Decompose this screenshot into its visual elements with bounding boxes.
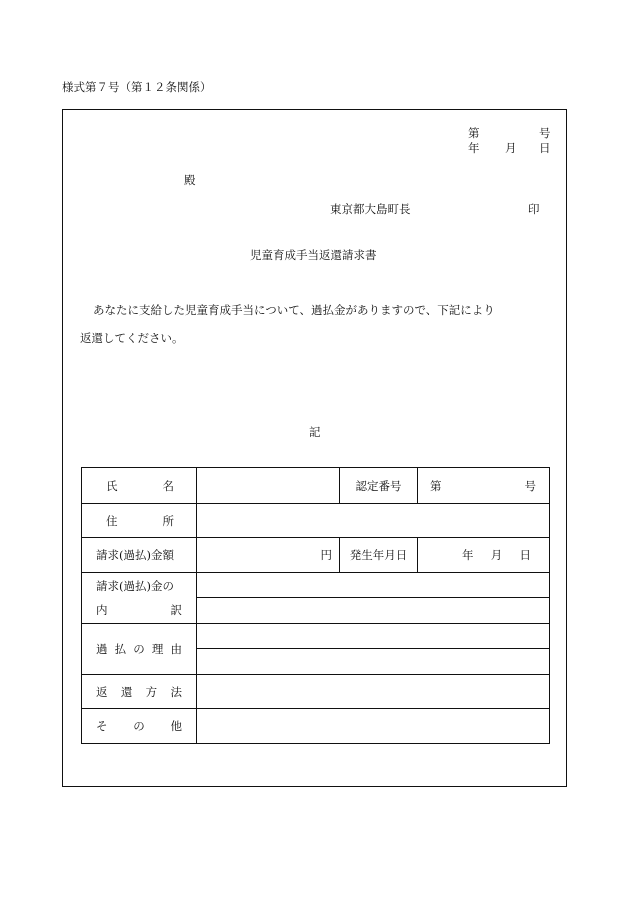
yen-unit: 円 [320,548,332,562]
address-field[interactable] [197,504,550,538]
breakdown-field-2[interactable] [197,598,550,624]
claim-amount-label-cell [82,538,197,573]
ki-heading: 記 [309,425,321,439]
reason-char: 払 [114,642,127,656]
reason-char: 過 [96,642,108,656]
breakdown-field-1[interactable] [197,573,550,598]
cert-no-suffix: 号 [524,478,536,493]
name-label-cell [82,468,197,504]
other-char: 他 [170,719,182,733]
reason-char: 理 [151,642,164,656]
other-field[interactable] [197,709,550,744]
date-year: 年 [468,141,480,155]
claim-amount-field[interactable] [197,538,340,573]
occurrence-date-field[interactable] [418,538,550,573]
issuer: 東京都大島町長 [330,202,411,216]
breakdown-label-line-1: 請求(過払)金の [96,579,174,593]
reason-char: 由 [170,642,182,656]
table-row [82,709,550,744]
date-day: 日 [539,141,551,155]
table-row [82,538,550,573]
address-label-2: 所 [162,513,174,528]
occurrence-label: 発生年月日 [340,538,418,573]
claim-table [81,467,550,744]
body-line-1: あなたに支給した児童育成手当について、過払金がありますので、下記により [93,303,495,317]
addressee-suffix: 殿 [184,173,196,187]
method-char: 返 [96,684,108,699]
seal-mark: 印 [528,202,540,216]
doc-number-prefix: 第 [468,126,480,140]
document-title: 児童育成手当返還請求書 [250,248,377,262]
cert-no-label: 認定番号 [340,468,418,504]
claim-amount-label: 請求(過払)金額 [96,548,174,562]
table-row [82,504,550,538]
occurrence-day: 日 [519,548,531,562]
table-row [82,468,550,504]
method-label-cell [82,675,197,709]
body-line-2: 返還してください。 [80,331,184,345]
table-row [82,675,550,709]
method-field[interactable] [197,675,550,709]
reason-field-1[interactable] [197,624,550,649]
reason-char: の [133,642,145,656]
cert-no-prefix: 第 [430,478,442,493]
method-char: 方 [145,684,158,699]
date-month: 月 [505,141,517,155]
name-field[interactable] [197,468,340,504]
address-label-cell [82,504,197,538]
address-label-1: 住 [106,513,118,528]
method-char: 法 [170,684,182,699]
reason-field-2[interactable] [197,649,550,675]
breakdown-label-cell [82,573,197,624]
breakdown-label-2a: 内 [96,603,108,617]
reason-label-cell [82,624,197,675]
other-label-cell [82,709,197,744]
method-char: 還 [120,684,133,699]
occurrence-month: 月 [490,548,503,562]
form-label: 様式第７号（第１２条関係） [62,80,212,94]
name-label-2: 名 [162,478,174,493]
breakdown-label-2b: 訳 [170,603,182,617]
table-row [82,573,550,598]
other-char: の [133,719,145,733]
name-label-1: 氏 [106,478,118,493]
cert-no-field[interactable] [418,468,550,504]
other-char: そ [96,719,108,733]
occurrence-year: 年 [462,548,474,562]
doc-number-suffix: 号 [539,126,551,140]
table-row [82,624,550,649]
